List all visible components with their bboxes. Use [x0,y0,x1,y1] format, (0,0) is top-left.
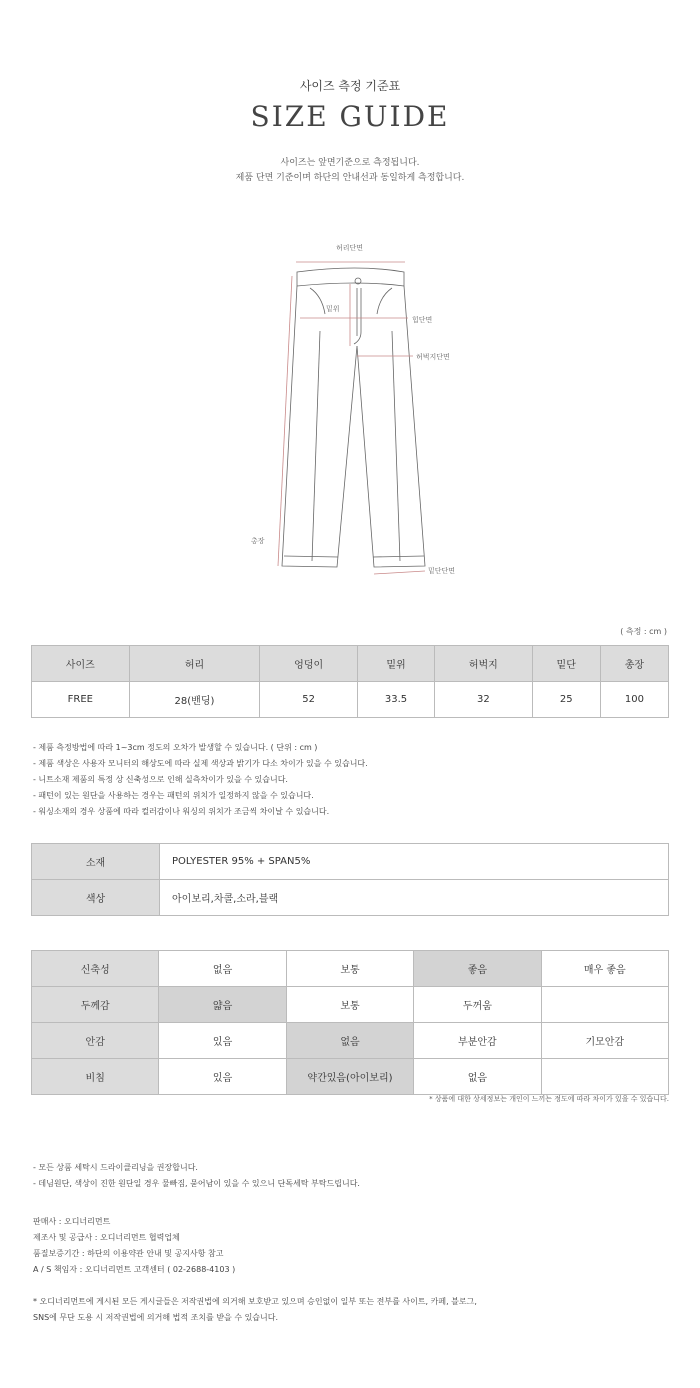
feature-table [31,950,669,1095]
feature-label: 비침 [32,1059,159,1095]
feature-option-selected: 좋음 [414,951,541,987]
thigh-label: 허벅지단면 [416,353,450,361]
feature-option-selected: 없음 [286,1023,413,1059]
color-value: 아이보리,차콜,소라,블랙 [160,880,669,916]
fabric-value: POLYESTER 95% + SPAN5% [160,844,669,880]
desc-line-2: 제품 단면 기준이며 하단의 안내선과 동일하게 측정합니다. [235,173,465,183]
feature-option: 있음 [159,1023,286,1059]
feature-option: 보통 [286,951,413,987]
feature-note: * 상품에 대한 상세정보는 개인이 느끼는 정도에 따라 차이가 있을 수 있습니다. [429,1095,669,1103]
table-cell: 32 [435,682,533,718]
table-cell: 25 [532,682,600,718]
color-label: 색상 [32,880,160,916]
feature-label: 안감 [32,1023,159,1059]
feature-option-selected: 얇음 [159,987,286,1023]
header-cell: 사이즈 [32,646,130,682]
size-guide-subtitle: 사이즈 측정 기준표 [299,79,401,93]
table-cell: 28(밴딩) [129,682,260,718]
table-row [32,880,669,916]
size-table-header [32,646,669,682]
size-table [31,645,669,718]
hip-label: 힙단면 [412,316,433,324]
measure-description [0,156,700,186]
note-item: - 제품 측정방법에 따라 1~3cm 정도의 오차가 발생할 수 있습니다. ( 단위 : cm ) [33,743,318,752]
fabric-label: 소재 [32,844,160,880]
feature-row-lining [32,1023,669,1059]
care-item: - 모든 상품 세탁시 드라이클리닝을 권장합니다. [33,1163,198,1172]
table-cell: 52 [260,682,358,718]
copyright-line: SNS에 무단 도용 시 저작권법에 의거해 법적 조치를 받을 수 있습니다. [33,1313,279,1322]
note-item: - 니트소재 제품의 특정 상 신축성으로 인해 실측차이가 있을 수 있습니다. [33,775,288,784]
header-cell: 밑단 [532,646,600,682]
feature-row-stretch [32,951,669,987]
feature-row-thickness [32,987,669,1023]
header-cell: 허리 [129,646,260,682]
info-item: A / S 책임자 : 오디너리먼트 고객센터 ( 02-2688-4103 ) [33,1265,236,1274]
waist-label: 허리단면 [336,244,364,252]
pants-diagram [240,236,480,581]
info-item: 판매사 : 오디너리먼트 [33,1217,111,1226]
care-item: - 데님원단, 색상이 진한 원단일 경우 물빠짐, 묻어남이 있을 수 있으니 단독세탁 부탁드립니다. [33,1179,360,1188]
table-cell: 100 [600,682,668,718]
table-row [32,682,669,718]
header-cell: 허벅지 [435,646,533,682]
header-cell: 밑위 [357,646,434,682]
info-item: 품질보증기간 : 하단의 이용약관 안내 및 공지사항 참고 [33,1249,224,1258]
care-instructions [33,1160,360,1192]
note-item: - 워싱소재의 경우 상품에 따라 컬러감이나 워싱의 위치가 조금씩 차이날 수 있습니다. [33,807,330,816]
feature-option: 매우 좋음 [541,951,668,987]
info-item: 제조사 및 공급사 : 오디너리먼트 협력업체 [33,1233,180,1242]
table-cell: FREE [32,682,130,718]
hem-label: 밑단단면 [428,567,456,575]
unit-note: ( 측정 : cm ) [620,627,667,636]
desc-line-1: 사이즈는 앞면기준으로 측정됩니다. [280,158,420,168]
length-label: 총장 [251,537,265,545]
table-row [32,844,669,880]
measurement-notes [33,740,368,820]
feature-row-sheerness [32,1059,669,1095]
feature-label: 신축성 [32,951,159,987]
note-item: - 제품 색상은 사용자 모니터의 해상도에 따라 실제 색상과 밝기가 다소 차이가 있을 수 있습니다. [33,759,368,768]
copyright-notice [33,1294,477,1326]
note-item: - 패턴이 있는 원단을 사용하는 경우는 패턴의 위치가 일정하지 않을 수 있습니다. [33,791,314,800]
seller-info [33,1214,235,1278]
feature-option [541,987,668,1023]
feature-label: 두께감 [32,987,159,1023]
table-cell: 33.5 [357,682,434,718]
feature-option: 부분안감 [414,1023,541,1059]
header-cell: 총장 [600,646,668,682]
feature-option-selected: 약간있음(아이보리) [286,1059,413,1095]
size-guide-title: SIZE GUIDE [250,100,450,133]
copyright-line: * 오디너리먼트에 게시된 모든 게시글들은 저작권법에 의거해 보호받고 있으며 승인없이 일부 또는 전부를 사이트, 카페, 블로그, [33,1297,477,1306]
feature-option: 없음 [159,951,286,987]
header-cell: 엉덩이 [260,646,358,682]
material-table [31,843,669,916]
feature-option: 두꺼움 [414,987,541,1023]
feature-option: 기모안감 [541,1023,668,1059]
feature-option [541,1059,668,1095]
feature-option: 없음 [414,1059,541,1095]
feature-option: 보통 [286,987,413,1023]
rise-label: 밑위 [326,305,340,313]
feature-option: 있음 [159,1059,286,1095]
pants-illustration [240,236,480,581]
